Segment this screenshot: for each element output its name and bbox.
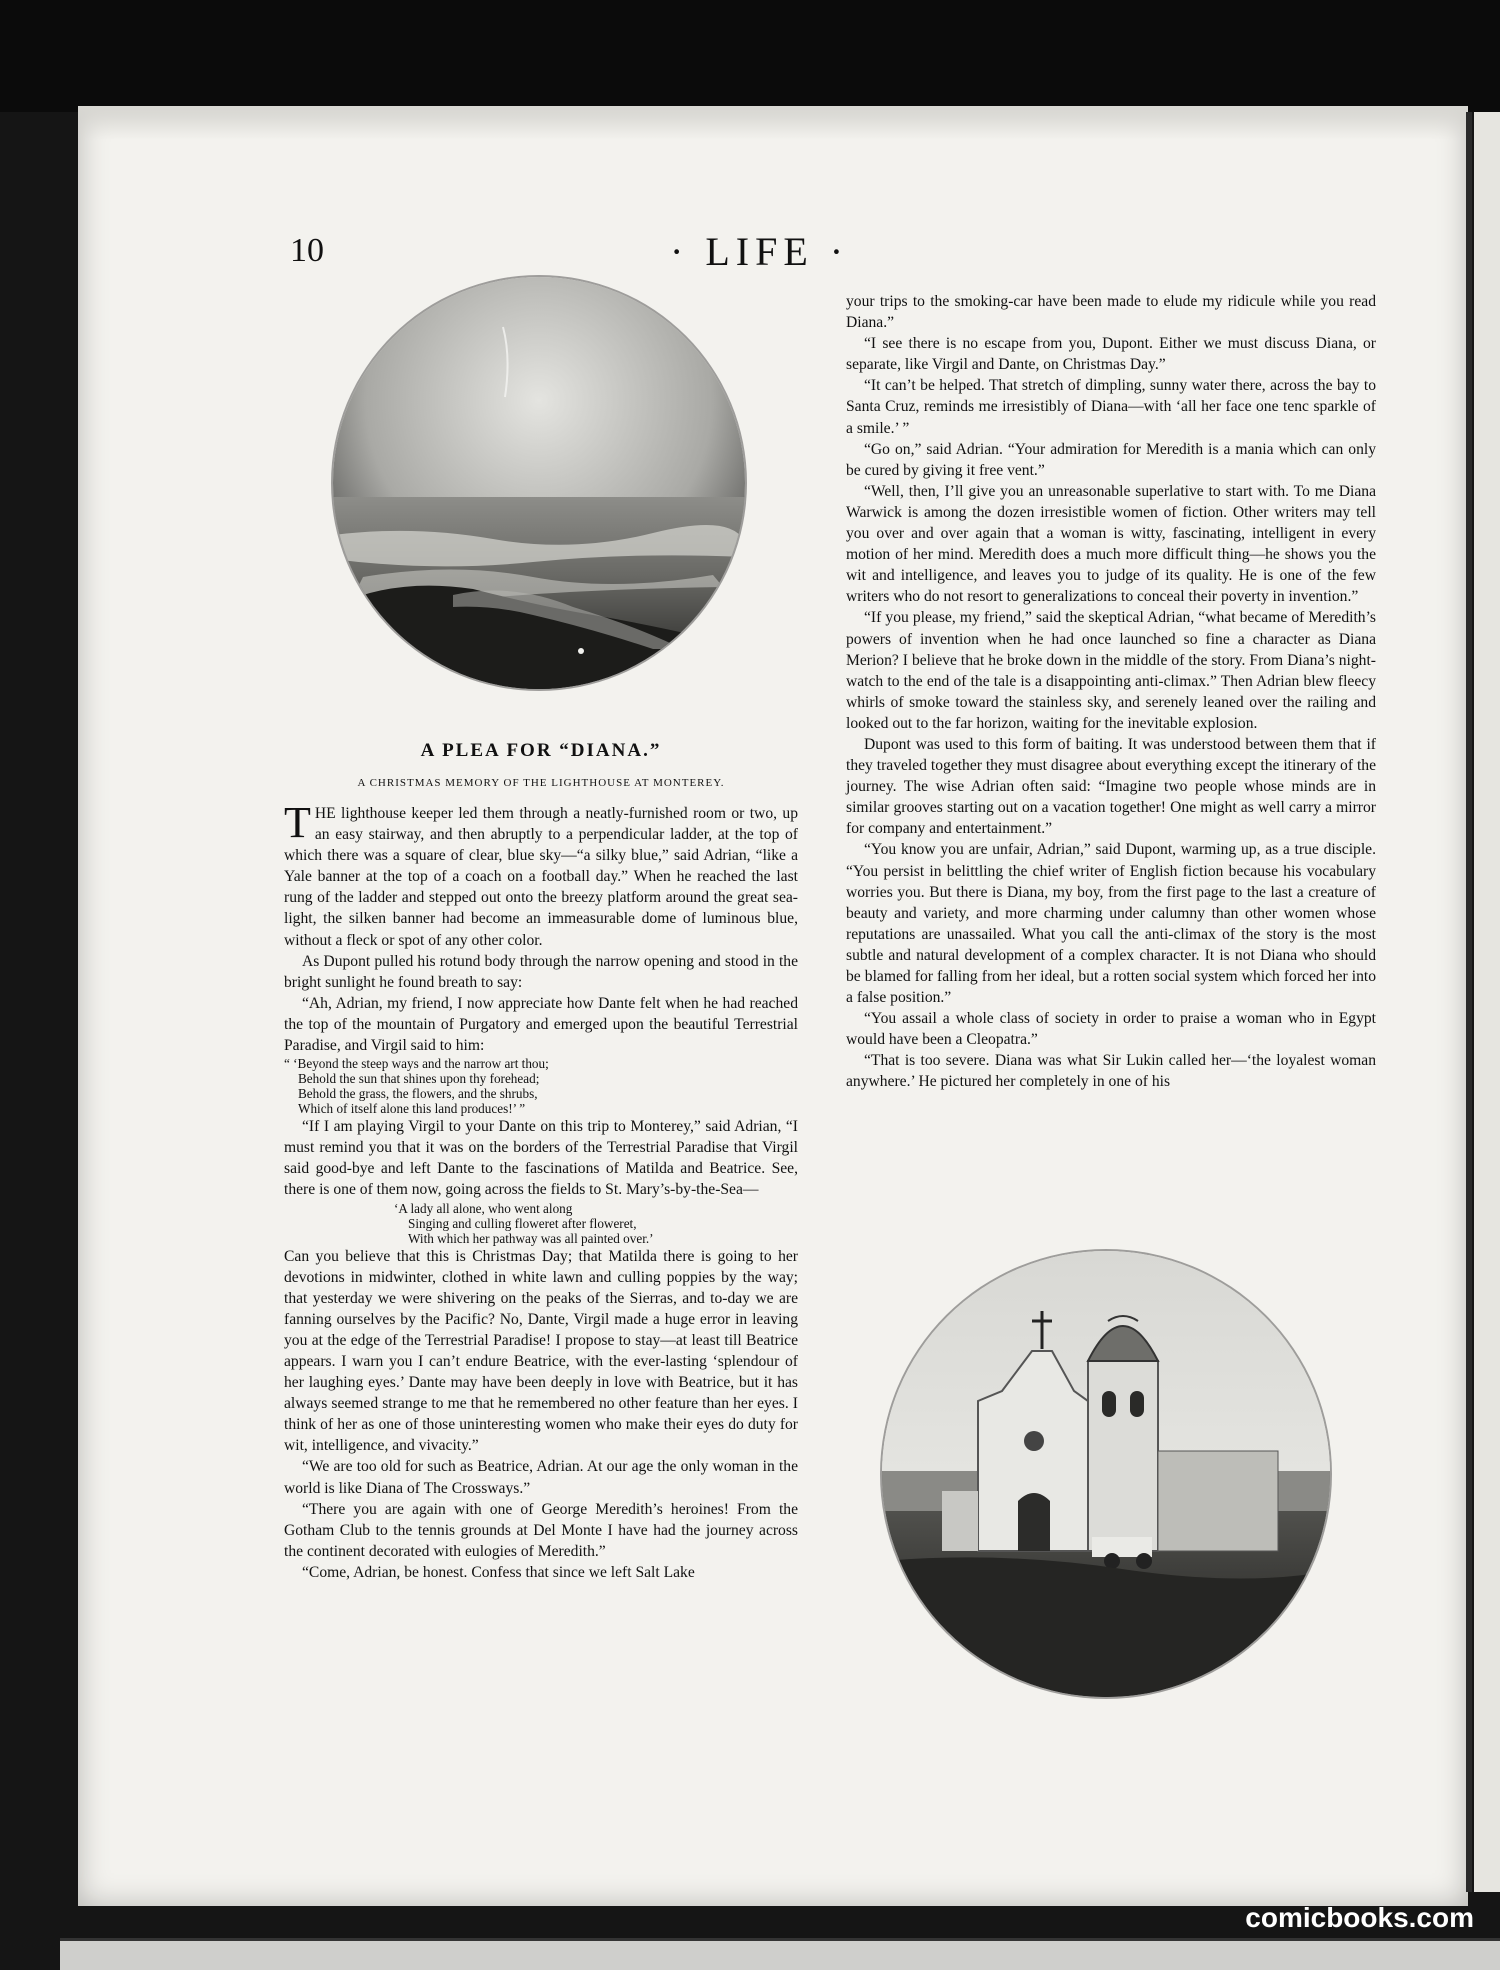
paragraph: “Go on,” said Adrian. “Your admiration for Meredith is a mania which can only be cured by giving it free vent.”: [846, 440, 1376, 479]
verse-line: With which her pathway was all painted over.’: [408, 1230, 654, 1246]
paragraph: “That is too severe. Diana was what Sir Lukin called her—‘the loyalest woman anywhere.’ He pictured her completely in one of his: [846, 1052, 1376, 1091]
verse-line: Behold the grass, the flowers, and the shrubs,: [298, 1086, 538, 1102]
paragraph: “Come, Adrian, be honest. Confess that since we left Salt Lake: [302, 1563, 695, 1581]
paragraph: [284, 798, 798, 951]
drop-cap: T: [284, 798, 311, 847]
paragraph: Dupont was used to this form of baiting. It was understood between them that if they traveled together they must disagree about everything except the itinerary of the journey. The wise Adrian often said: “Imagine two people whose minds are in similar grooves starting out on a vacation together! One might as well carry a mirror for company and entertainment.”: [846, 735, 1376, 838]
adjacent-page-edge: [1474, 112, 1500, 1892]
verse-line: Singing and culling floweret after floweret,: [408, 1215, 637, 1231]
paragraph: “I see there is no escape from you, Dupont. Either we must discuss Diana, or separate, like Virgil and Dante, on Christmas Day.”: [846, 335, 1376, 374]
paragraph: Can you believe that this is Christmas Day; that Matilda there is going to her devotions in midwinter, clothed in white lawn and culling poppies by the way; that yesterday we were shivering on the peaks of the Sierras, and to-day we are fanning ourselves by the Pacific? No, Dante, Virgil made a huge error in leaving you at the edge of the Terrestrial Paradise! I propose to stay—at least till Beatrice appears. I warn you I can’t endure Beatrice, with the ever-lasting ‘splendour of her laughing eyes.’ Dante may have been deeply in love with Beatrice, but it has always seemed strange to me that he remembered no other feature than her eyes. I think of her as one of those uninteresting women who make their eyes do duty for wit, intelligence, and vivacity.”: [284, 1247, 798, 1455]
verse-line: ‘A lady all alone, who went along: [394, 1200, 573, 1216]
paragraph: “If you please, my friend,” said the skeptical Adrian, “what became of Meredith’s powers of invention when he had once launched so fine a character as Diana Merion? I believe that he broke down in the middle of the story. From Diana’s night-watch to the end of the tale is a disappointing anti-climax.” Then Adrian blew fleecy whirls of smoke toward the stainless sky, and serenely leaned over the railing and looked out to the far horizon, waiting for the inevitable explosion.: [846, 609, 1376, 732]
verse-line: Which of itself alone this land produces!’ ”: [298, 1101, 526, 1117]
verse-line: Behold the sun that shines upon thy forehead;: [298, 1071, 540, 1087]
page-number: 10: [290, 232, 324, 269]
left-column: [284, 798, 798, 1583]
paragraph: “Ah, Adrian, my friend, I now appreciate how Dante felt when he had reached the top of the mountain of Purgatory and emerged upon the beautiful Terrestrial Paradise, and Virgil said to him:: [284, 994, 798, 1055]
article-subtitle: A CHRISTMAS MEMORY OF THE LIGHTHOUSE AT MONTEREY.: [357, 777, 725, 789]
paragraph: your trips to the smoking-car have been made to elude my ridicule while you read Diana.”: [846, 293, 1376, 332]
page-gutter: [1466, 112, 1472, 1892]
watermark: comicbooks.com: [1245, 1902, 1474, 1933]
next-page-strip: [60, 1938, 1500, 1970]
paragraph: “It can’t be helped. That stretch of dimpling, sunny water there, across the bay to Santa Cruz, reminds me irresistibly of Diana—with ‘all her face one tenc sparkle of a smile.’ ”: [846, 377, 1376, 437]
page-header: [290, 229, 1420, 282]
scan-background: [0, 0, 1500, 112]
sea-photo: [333, 277, 745, 689]
paragraph: “You know you are unfair, Adrian,” said Dupont, warming up, as a true disciple. “You persist in belittling the chief writer of English fiction because his vocabulary worries you. But there is Diana, my boy, from the first page to the last a creature of beauty and variety, and more charming under calumny than other women whose reputations are unassailed. What you call the anti-climax of the story is the most subtle and natural development of a complex character. It is not Diana who should be blamed for falling from her ideal, but a rotten social system which forced her into a false position.”: [846, 841, 1376, 1007]
paragraph: As Dupont pulled his rotund body through the narrow opening and stood in the bright sunlight he found breath to say:: [284, 952, 798, 991]
masthead-life: · LIFE ·: [670, 229, 850, 274]
paragraph: “Well, then, I’ll give you an unreasonable superlative to start with. To me Diana Warwick is among the dozen irresistible women of fiction. Other writers may tell you over and over again that a woman is witty, fascinating, intelligent in every motion of her mind. Meredith does a much more difficult thing—he shows you the wit and intelligence, and leaves you to judge of its quality. He is one of the few writers who do not resort to generalizations to conceal their poverty in invention.”: [846, 482, 1376, 606]
paragraph: “There you are again with one of George Meredith’s heroines! From the Gotham Club to the tennis grounds at Del Monte I have had the journey across the continent decorated with eulogies of Meredith.”: [284, 1500, 798, 1560]
right-column: [846, 291, 1376, 1093]
paragraph: “You assail a whole class of society in order to praise a woman who in Egypt would have been a Cleopatra.”: [846, 1010, 1376, 1049]
verse-quote: [394, 1201, 798, 1246]
paragraph: “If I am playing Virgil to your Dante on this trip to Monterey,” said Adrian, “I must remind you that it was on the borders of the Terrestrial Paradise that Virgil said good-bye and left Dante to the fascinations of Matilda and Beatrice. See, there is one of them now, going across the fields to St. Mary’s-by-the-Sea—: [284, 1118, 798, 1199]
paragraph-text: HE lighthouse keeper led them through a neatly-furnished room or two, up an easy stairway, and then abruptly to a perpendicular ladder, at the top of which there was a square of clear, blue sky—“a silky blue,” said Adrian, “like a Yale banner at the top of a coach on a football day.” When he reached the last rung of the ladder and stepped out onto the breezy platform around the great sea-light, the silken banner had become an immeasurable dome of luminous blue, without a fleck or spot of any other color.: [284, 805, 798, 949]
mission-photo: [882, 1251, 1330, 1697]
paragraph: “We are too old for such as Beatrice, Adrian. At our age the only woman in the world is like Diana of The Crossways.”: [284, 1458, 798, 1497]
article-title: A PLEA FOR “DIANA.”: [420, 740, 662, 761]
verse-quote: [284, 1056, 798, 1116]
verse-line: “ ‘Beyond the steep ways and the narrow art thou;: [284, 1056, 549, 1072]
